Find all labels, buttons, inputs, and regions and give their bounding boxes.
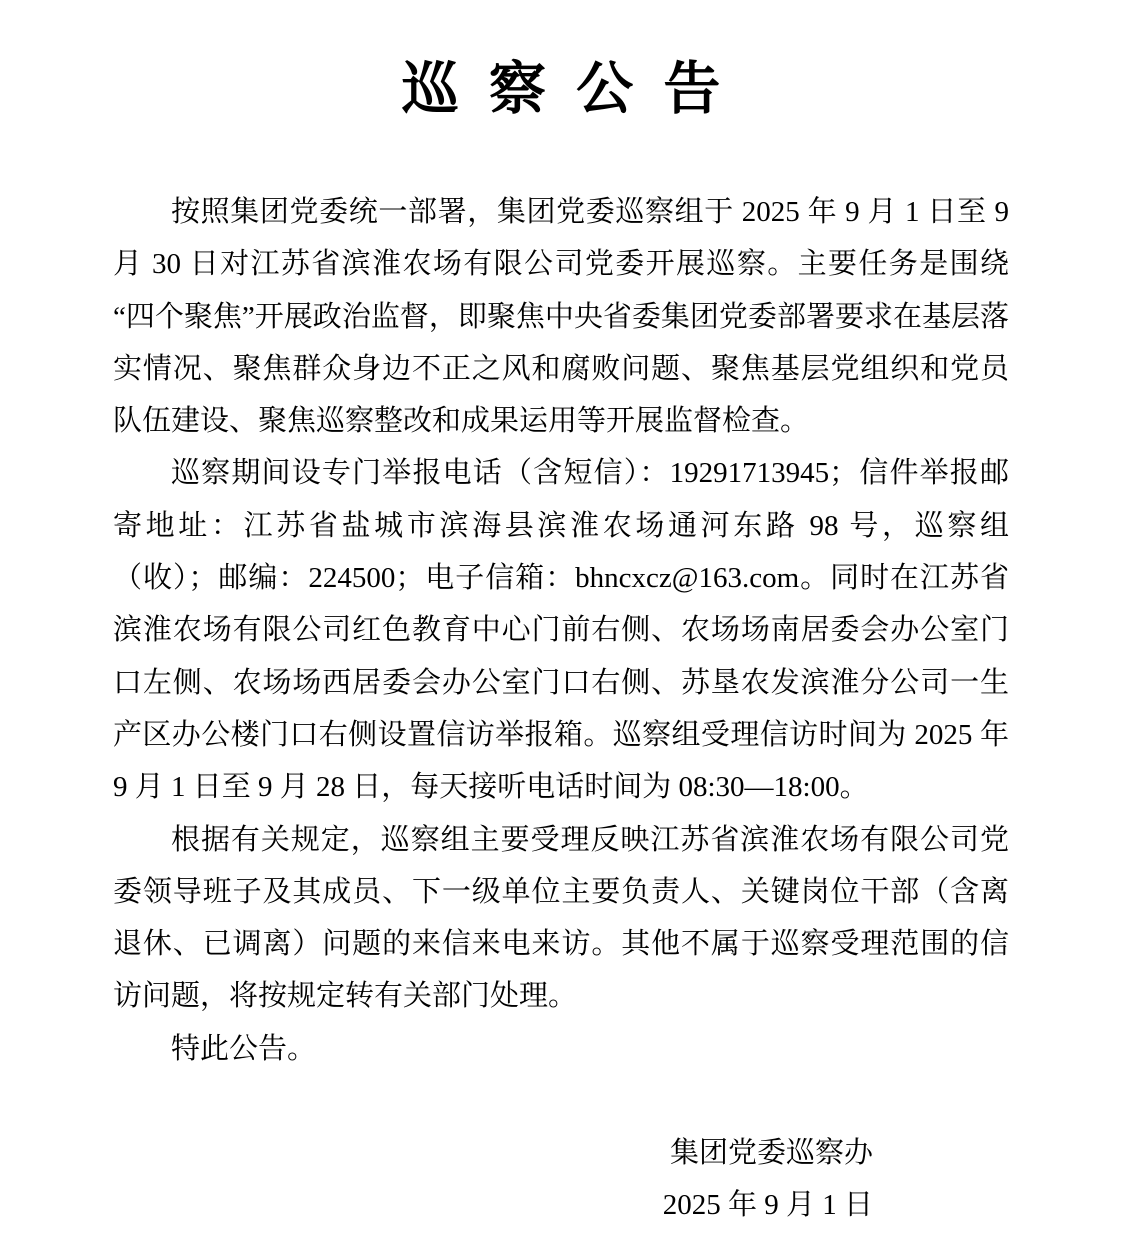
paragraph-contact-info: 巡察期间设专门举报电话（含短信）：19291713945；信件举报邮寄地址：江苏省盐城市滨海县滨淮农场通河东路 98 号，巡察组（收）；邮编：224500；电子信箱：bhncxcz@163.com。同时在江苏省滨淮农场有限公司红色教育中心门前右侧、农场场南居委会办公室门口左侧、农场场西居委会办公室门口右侧、苏垦农发滨淮分公司一生产区办公楼门口右侧设置信访举报箱。巡察组受理信访时间为 2025 年 9 月 1 日至 9 月 28 日，每天接听电话时间为 08:30—18:00。	[113, 457, 1009, 804]
paragraph-overview: 按照集团党委统一部署，集团党委巡察组于 2025 年 9 月 1 日至 9 月 30 日对江苏省滨淮农场有限公司党委开展巡察。主要任务是围绕“四个聚焦”开展政治监督，即聚焦中央省委集团党委部署要求在基层落实情况、聚焦群众身边不正之风和腐败问题、聚焦基层党组织和党员队伍建设、聚焦巡察整改和成果运用等开展监督检查。	[113, 196, 1009, 438]
signature-block	[113, 1127, 1009, 1232]
document-body	[113, 186, 1009, 1232]
signature-date: 2025 年 9 月 1 日	[662, 1189, 873, 1222]
paragraph-closing: 特此公告。	[171, 1032, 317, 1065]
document-title: 巡 察 公 告	[401, 58, 729, 121]
signature-org: 集团党委巡察办	[669, 1137, 873, 1170]
paragraph-scope: 根据有关规定，巡察组主要受理反映江苏省滨淮农场有限公司党委领导班子及其成员、下一级单位主要负责人、关键岗位干部（含离退休、已调离）问题的来信来电来访。其他不属于巡察受理范围的信访问题，将按规定转有关部门处理。	[113, 823, 1009, 1013]
